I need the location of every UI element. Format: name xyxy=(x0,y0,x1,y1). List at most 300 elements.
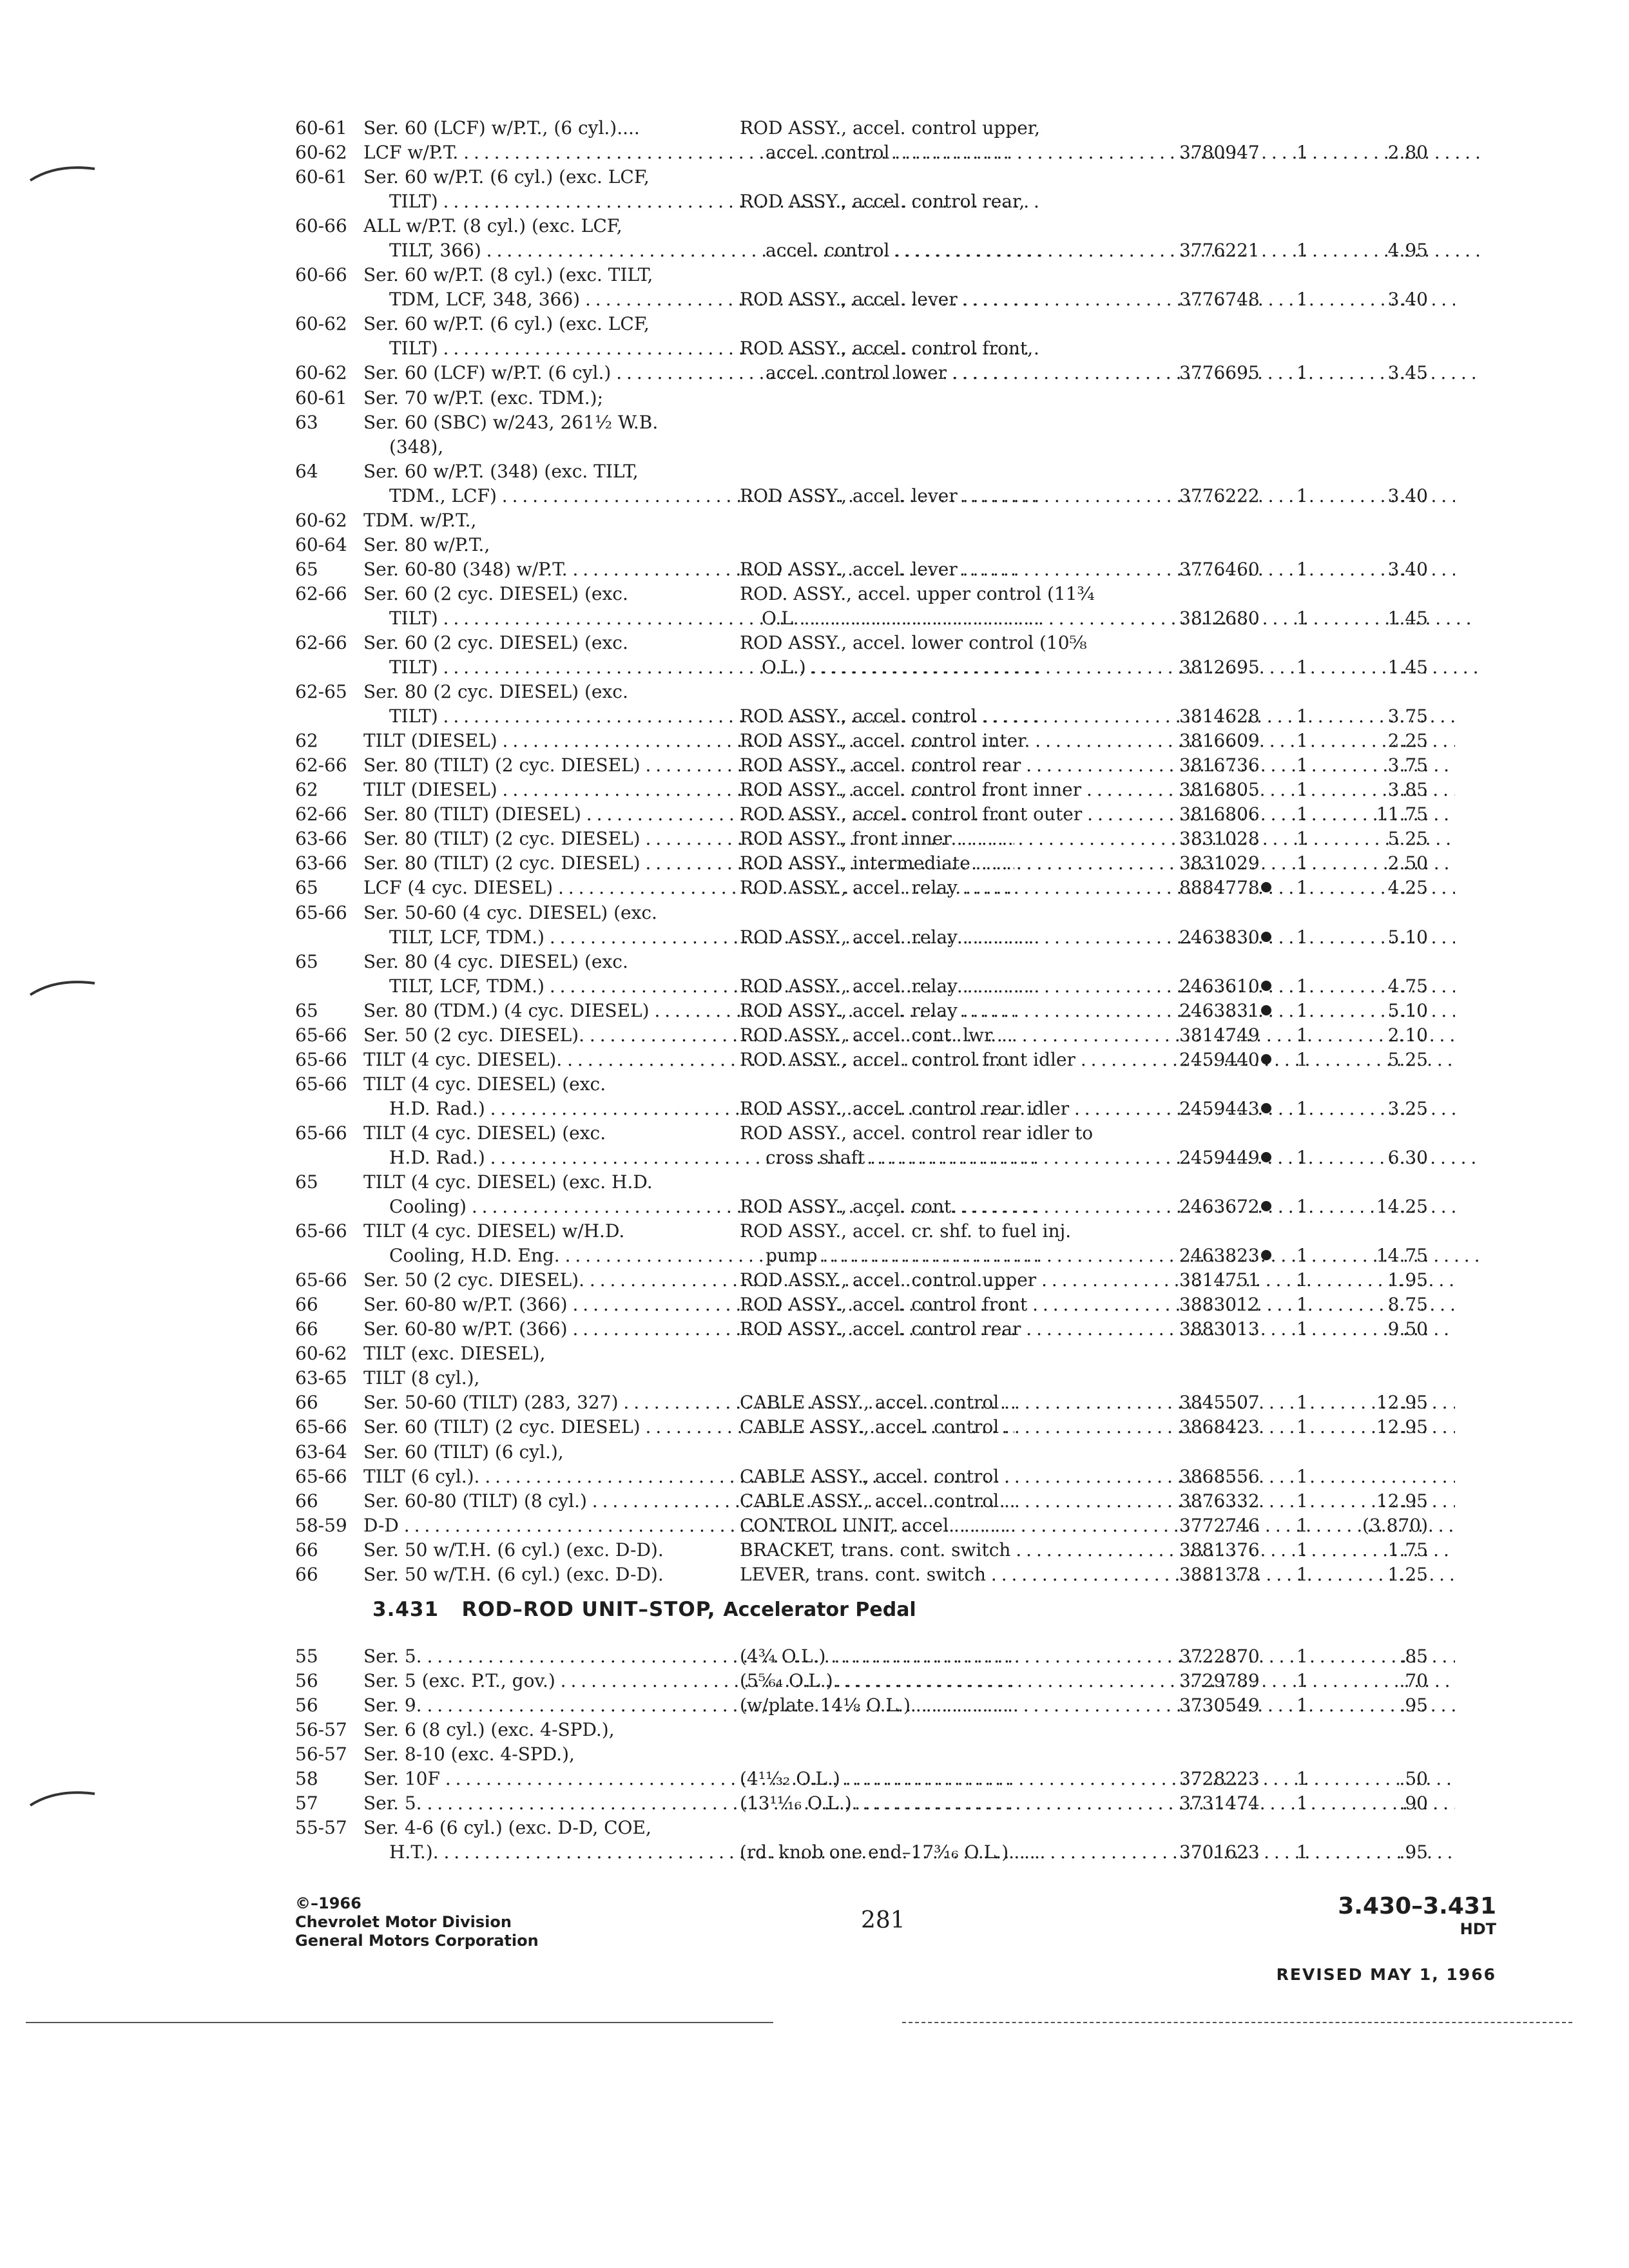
list-price: 1.45 xyxy=(1387,657,1428,678)
list-price: 2.80 xyxy=(1387,142,1428,164)
part-number: 2463830 xyxy=(1179,925,1271,950)
model-year: 63-65 xyxy=(295,1367,347,1389)
table-row xyxy=(295,1048,1481,1072)
part-number: 3883012 xyxy=(1179,1294,1260,1316)
part-description: ROD ASSY., accel. cont. lwr. . . . xyxy=(740,1023,1455,1048)
list-price: 1.75 xyxy=(1387,1539,1428,1561)
list-price: 3.40 xyxy=(1387,289,1428,311)
list-price: 3.40 xyxy=(1387,485,1428,506)
table-row xyxy=(295,1390,1481,1415)
table-row xyxy=(295,1219,1481,1244)
model-description: Cooling, H.D. Eng. . . . xyxy=(363,1244,1040,1268)
model-description: Cooling) . . . xyxy=(363,1195,1040,1219)
model-year: 60-62 xyxy=(295,509,347,531)
part-number: 2459440 xyxy=(1179,1048,1271,1072)
model-description: Ser. 5. . . . xyxy=(363,1791,1014,1816)
model-year: 60-66 xyxy=(295,215,347,237)
part-description: ROD ASSY., accel. cr. shf. to fuel inj. xyxy=(740,1220,1072,1242)
part-description: cross shaft . . . xyxy=(740,1146,1481,1170)
section-title: ROD–ROD UNIT–STOP, xyxy=(461,1598,716,1621)
list-price: 6.30 xyxy=(1387,1146,1428,1168)
table-row xyxy=(295,1514,1481,1538)
new-part-bullet-icon xyxy=(1261,882,1271,892)
part-description: ROD ASSY., accel. lever . . . xyxy=(740,484,1455,508)
model-description: Ser. 60 w/P.T. (348) (exc. TILT, xyxy=(363,460,639,482)
table-row xyxy=(295,974,1481,999)
list-price: 14.25 xyxy=(1376,1196,1428,1218)
model-year: 60-61 xyxy=(295,117,347,139)
part-description: ROD ASSY., accel. lower control (10⅝ xyxy=(740,631,1087,653)
table-row xyxy=(295,1097,1481,1121)
list-price: .95 xyxy=(1399,1695,1428,1716)
model-description: Ser. 60 (2 cyc. DIESEL) (exc. xyxy=(363,582,628,604)
table-row xyxy=(295,753,1481,778)
part-description: ROD ASSY., accel. control rear . . . xyxy=(740,753,1455,778)
part-number: 3816806 xyxy=(1179,803,1260,825)
model-description: TILT (6 cyl.). . . . xyxy=(363,1465,1014,1489)
new-part-bullet-icon xyxy=(1261,1054,1271,1064)
model-description: Ser. 80 w/P.T., xyxy=(363,533,490,555)
list-price: 2.50 xyxy=(1387,852,1428,874)
model-description: TILT, LCF, TDM.) . . . xyxy=(363,925,1040,950)
table-row xyxy=(295,410,1481,435)
part-number: 3729789 xyxy=(1179,1670,1260,1692)
table-row xyxy=(295,802,1481,827)
table-row xyxy=(295,1023,1481,1048)
model-description: TILT) . . . xyxy=(363,655,1040,680)
part-number: 2463823 xyxy=(1179,1244,1271,1268)
model-description: LCF (4 cyc. DIESEL) . . . xyxy=(363,876,1014,900)
part-description: ROD ASSY., accel. relay . . . xyxy=(740,876,1455,900)
list-price: 2.25 xyxy=(1387,730,1428,752)
model-description: Ser. 50 (2 cyc. DIESEL). . . . xyxy=(363,1023,1014,1048)
quantity: 1 xyxy=(1296,852,1308,874)
quantity: 1 xyxy=(1296,142,1308,164)
quantity: 1 xyxy=(1296,1269,1308,1291)
table-row xyxy=(295,851,1481,876)
table-row xyxy=(295,1718,1481,1742)
list-price: 3.40 xyxy=(1387,558,1428,580)
model-year: 66 xyxy=(295,1490,318,1512)
bottom-rule xyxy=(26,2022,773,2023)
division-name: Chevrolet Motor Division xyxy=(295,1913,512,1931)
model-year: 56 xyxy=(295,1670,318,1692)
list-price: 3.75 xyxy=(1387,706,1428,727)
model-description: Ser. 60 (LCF) w/P.T., (6 cyl.).... xyxy=(363,117,640,139)
model-year: 66 xyxy=(295,1294,318,1316)
model-description: Ser. 80 (TILT) (2 cyc. DIESEL) . . . xyxy=(363,753,1014,778)
model-year: 56-57 xyxy=(295,1744,347,1765)
model-description: TILT) . . . xyxy=(363,336,1040,361)
model-description: (348), xyxy=(389,436,444,457)
model-year: 65 xyxy=(295,1171,318,1193)
page-number: 281 xyxy=(861,1907,905,1934)
list-price: .90 xyxy=(1399,1792,1428,1814)
part-description: CABLE ASSY., accel. control . . . xyxy=(740,1465,1455,1489)
model-description: Ser. 60 w/P.T. (6 cyl.) (exc. LCF, xyxy=(363,166,650,188)
list-price: 5.25 xyxy=(1387,828,1428,850)
model-year: 66 xyxy=(295,1563,318,1585)
part-description: ROD ASSY., accel. lever . . . xyxy=(740,557,1455,582)
model-description: H.T.). . . . xyxy=(363,1840,1040,1865)
part-description: ROD ASSY., front inner . . . xyxy=(740,827,1455,851)
model-description: TILT (DIESEL) . . . xyxy=(363,778,1014,802)
table-row xyxy=(295,1644,1481,1669)
model-description: Ser. 60-80 w/P.T. (366) . . . xyxy=(363,1317,1014,1341)
list-price: 4.25 xyxy=(1387,877,1428,899)
quantity: 1 xyxy=(1296,1048,1308,1070)
quantity: 1 xyxy=(1296,1146,1308,1168)
model-year: 60-62 xyxy=(295,1343,347,1365)
quantity: 1 xyxy=(1296,485,1308,506)
model-description: Ser. 80 (TILT) (2 cyc. DIESEL) . . . xyxy=(363,827,1014,851)
part-number: 3730549 xyxy=(1179,1695,1260,1716)
part-number: 3814628 xyxy=(1179,706,1260,727)
part-number: 3728223 xyxy=(1179,1768,1260,1790)
model-year: 58 xyxy=(295,1768,318,1790)
part-number: 2459443 xyxy=(1179,1097,1271,1121)
model-description: TILT (DIESEL) . . . xyxy=(363,729,1014,753)
part-description: O.L.) . . . xyxy=(740,655,1477,680)
table-row xyxy=(295,1816,1481,1840)
table-row xyxy=(295,1669,1481,1693)
part-number: 3780947 xyxy=(1179,142,1260,164)
part-description: (4¾ O.L.) . . . xyxy=(740,1644,1455,1669)
model-year: 60-62 xyxy=(295,142,347,164)
table-row xyxy=(295,1440,1481,1465)
parts-table-3-430 xyxy=(295,116,1481,1587)
model-description: TILT (4 cyc. DIESEL) w/H.D. xyxy=(363,1220,625,1242)
quantity: 1 xyxy=(1296,1245,1308,1267)
model-year: 65 xyxy=(295,950,318,972)
model-description: Ser. 70 w/P.T. (exc. TDM.); xyxy=(363,387,604,408)
new-part-bullet-icon xyxy=(1261,1201,1271,1211)
list-price: 9.50 xyxy=(1387,1318,1428,1340)
model-year: 65-66 xyxy=(295,1048,347,1070)
part-description: ROD ASSY., accel. control front inner . . . xyxy=(740,778,1455,802)
list-price: 3.75 xyxy=(1387,754,1428,776)
table-row xyxy=(295,999,1481,1023)
model-year: 65-66 xyxy=(295,1269,347,1291)
model-year: 65-66 xyxy=(295,1465,347,1487)
part-description: ROD ASSY., accel. control rear, xyxy=(740,191,1025,213)
part-description: accel. control . . . xyxy=(740,238,1481,263)
quantity: 1 xyxy=(1296,1465,1308,1487)
model-description: Ser. 60 (SBC) w/243, 261½ W.B. xyxy=(363,411,659,433)
quantity: 1 xyxy=(1296,706,1308,727)
part-number: 3731474 xyxy=(1179,1792,1260,1814)
part-description: ROD ASSY., accel. control rear idler to xyxy=(740,1122,1094,1144)
table-row xyxy=(295,1415,1481,1439)
quantity: 1 xyxy=(1296,803,1308,825)
model-year: 60-62 xyxy=(295,362,347,384)
list-price: .95 xyxy=(1399,1841,1428,1863)
quantity: 1 xyxy=(1296,1768,1308,1790)
list-price: 1.95 xyxy=(1387,1269,1428,1291)
part-number: 2463672 xyxy=(1179,1195,1271,1219)
part-description: (4¹¹⁄₃₂ O.L.) . . . xyxy=(740,1767,1455,1791)
table-row xyxy=(295,827,1481,851)
model-description: Ser. 50-60 (TILT) (283, 327) . . . xyxy=(363,1390,1014,1415)
list-price: 14.75 xyxy=(1376,1245,1428,1267)
model-description: Ser. 80 (2 cyc. DIESEL) (exc. xyxy=(363,681,628,703)
part-description: ROD ASSY., accel. control upper, xyxy=(740,117,1041,139)
model-year: 65-66 xyxy=(295,1122,347,1144)
quantity: 1 xyxy=(1296,558,1308,580)
table-row xyxy=(295,238,1481,263)
series-code: HDT xyxy=(1460,1920,1496,1938)
model-year: 62-65 xyxy=(295,681,347,703)
table-row xyxy=(295,116,1481,140)
model-year: 65 xyxy=(295,999,318,1021)
table-row xyxy=(295,361,1481,385)
part-description: CABLE ASSY., accel. control . . . xyxy=(740,1489,1455,1514)
quantity: 1 xyxy=(1296,289,1308,311)
part-description: pump . . . xyxy=(740,1244,1481,1268)
quantity: 1 xyxy=(1296,1563,1308,1585)
footer-publisher xyxy=(295,1894,539,1950)
part-description: ROD ASSY., accel. control inter. . . . xyxy=(740,729,1455,753)
quantity: 1 xyxy=(1296,1514,1308,1536)
model-year: 55-57 xyxy=(295,1817,347,1839)
part-number: 3812695 xyxy=(1179,657,1260,678)
quantity: 1 xyxy=(1296,657,1308,678)
list-price: 4.75 xyxy=(1387,975,1428,997)
model-description: Ser. 60 (2 cyc. DIESEL) (exc. xyxy=(363,631,628,653)
list-price: 1.25 xyxy=(1387,1563,1428,1585)
part-number: 3816805 xyxy=(1179,779,1260,801)
model-year: 57 xyxy=(295,1792,318,1814)
model-description: Ser. 80 (4 cyc. DIESEL) (exc. xyxy=(363,950,628,972)
list-price: 1.45 xyxy=(1387,607,1428,629)
table-row xyxy=(295,263,1481,287)
part-description: ROD ASSY., accel. lever . . . xyxy=(740,287,1455,312)
part-number: 3722870 xyxy=(1179,1646,1260,1667)
model-description: Ser. 60 (LCF) w/P.T. (6 cyl.) . . . xyxy=(363,361,1014,385)
quantity: 1 xyxy=(1296,1792,1308,1814)
table-row xyxy=(295,214,1481,238)
part-description: ROD ASSY., accel. control front . . . xyxy=(740,1293,1455,1317)
table-row xyxy=(295,901,1481,925)
quantity: 1 xyxy=(1296,1416,1308,1438)
model-description: Ser. 9. . . . xyxy=(363,1693,1014,1718)
list-price: .85 xyxy=(1399,1646,1428,1667)
table-row xyxy=(295,1244,1481,1268)
model-description: TILT (8 cyl.), xyxy=(363,1367,480,1389)
list-price: 5.10 xyxy=(1387,926,1428,948)
model-year: 63-64 xyxy=(295,1441,347,1463)
part-description: CABLE ASSY., accel. control . . . xyxy=(740,1415,1455,1439)
model-year: 65-66 xyxy=(295,1220,347,1242)
model-year: 63-66 xyxy=(295,828,347,850)
model-description: ALL w/P.T. (8 cyl.) (exc. LCF, xyxy=(363,215,622,237)
new-part-bullet-icon xyxy=(1261,932,1271,942)
margin-mark xyxy=(27,974,104,1000)
model-description: Ser. 60-80 (TILT) (8 cyl.) . . . xyxy=(363,1489,1014,1514)
model-description: TILT (exc. DIESEL), xyxy=(363,1343,546,1365)
table-row xyxy=(295,925,1481,950)
model-year: 58-59 xyxy=(295,1514,347,1536)
table-row xyxy=(295,287,1481,312)
quantity: 1 xyxy=(1296,1196,1308,1218)
part-description: O.L. . . . xyxy=(740,606,1477,631)
model-year: 65 xyxy=(295,558,318,580)
quantity: 1 xyxy=(1296,1695,1308,1716)
table-row xyxy=(295,778,1481,802)
model-description: Ser. 6 (8 cyl.) (exc. 4-SPD.), xyxy=(363,1719,615,1741)
model-year: 62-66 xyxy=(295,631,347,653)
list-price: 5.10 xyxy=(1387,999,1428,1021)
table-row xyxy=(295,140,1481,165)
model-description: TILT, LCF, TDM.) . . . xyxy=(363,974,1040,999)
quantity: 1 xyxy=(1296,779,1308,801)
part-number: 3814751 xyxy=(1179,1269,1260,1291)
table-row xyxy=(295,1293,1481,1317)
part-number: 3881376 xyxy=(1179,1539,1260,1561)
model-description: D-D . . . xyxy=(363,1514,1014,1538)
model-description: Ser. 80 (TDM.) (4 cyc. DIESEL) . . . xyxy=(363,999,1014,1023)
table-row xyxy=(295,1268,1481,1293)
model-year: 65-66 xyxy=(295,1416,347,1438)
model-description: Ser. 80 (TILT) (2 cyc. DIESEL) . . . xyxy=(363,851,1014,876)
model-description: H.D. Rad.) . . . xyxy=(363,1097,1040,1121)
model-description: LCF w/P.T. . . . xyxy=(363,140,1014,165)
quantity: 1 xyxy=(1296,926,1308,948)
part-description: ROD ASSY., accel. relay . . . xyxy=(740,925,1455,950)
new-part-bullet-icon xyxy=(1261,1103,1271,1113)
part-description: ROD ASSY., acçel. cont. . . . xyxy=(740,1195,1455,1219)
margin-mark xyxy=(27,1785,104,1811)
quantity: 1 xyxy=(1296,975,1308,997)
part-description: ROD ASSY., accel. control front idler . . . xyxy=(740,1048,1455,1072)
corporation-name: General Motors Corporation xyxy=(295,1932,539,1950)
table-row xyxy=(295,312,1481,336)
list-price: 3.45 xyxy=(1387,362,1428,384)
model-description: TILT) . . . xyxy=(363,189,1040,214)
part-description: CONTROL UNIT, accel. . . . xyxy=(740,1514,1455,1538)
list-price: 4.95 xyxy=(1387,240,1428,262)
part-description: ROD ASSY., accel. control front, xyxy=(740,338,1034,360)
part-description: ROD. ASSY., accel. upper control (11¾ xyxy=(740,582,1095,604)
quantity: 1 xyxy=(1296,754,1308,776)
model-description: Ser. 50 w/T.H. (6 cyl.) (exc. D-D). xyxy=(363,1563,664,1585)
model-description: H.D. Rad.) . . . xyxy=(363,1146,1040,1170)
bottom-rule xyxy=(902,2022,1572,2023)
model-description: Ser. 8-10 (exc. 4-SPD.), xyxy=(363,1744,575,1765)
table-row xyxy=(295,1489,1481,1514)
table-row xyxy=(295,1146,1481,1170)
list-price: .70 xyxy=(1399,1670,1428,1692)
part-number: 3816609 xyxy=(1179,730,1260,752)
part-number: 3816736 xyxy=(1179,754,1260,776)
part-description: (5⁵⁄₆₄ O.L.). . . . xyxy=(740,1669,1455,1693)
model-description: Ser. 60 w/P.T. (6 cyl.) (exc. LCF, xyxy=(363,313,650,335)
model-description: TILT, 366) . . . xyxy=(363,238,1040,263)
table-row xyxy=(295,1840,1481,1865)
model-year: 60-61 xyxy=(295,387,347,408)
model-year: 66 xyxy=(295,1539,318,1561)
model-year: 65 xyxy=(295,877,318,899)
part-description: ROD ASSY., accel. control . . . xyxy=(740,704,1455,729)
part-number: 3772746 xyxy=(1179,1514,1260,1536)
quantity: 1 xyxy=(1296,362,1308,384)
part-number: 3876332 xyxy=(1179,1490,1260,1512)
model-year: 66 xyxy=(295,1318,318,1340)
revision-date: REVISED MAY 1, 1966 xyxy=(1276,1965,1496,1984)
part-description: BRACKET, trans. cont. switch . . . xyxy=(740,1538,1455,1562)
part-number: 3776748 xyxy=(1179,289,1260,311)
part-number: 3881378 xyxy=(1179,1563,1260,1585)
part-number: 3701623 xyxy=(1179,1841,1260,1863)
table-row xyxy=(295,1072,1481,1097)
table-row xyxy=(295,336,1481,361)
model-description: TDM. w/P.T., xyxy=(363,509,477,531)
list-price: .50 xyxy=(1399,1768,1428,1790)
quantity: 1 xyxy=(1296,1097,1308,1119)
table-row xyxy=(295,582,1481,606)
model-year: 62-66 xyxy=(295,754,347,776)
new-part-bullet-icon xyxy=(1261,1250,1271,1260)
model-year: 63-66 xyxy=(295,852,347,874)
model-description: TILT (4 cyc. DIESEL). . . . xyxy=(363,1048,1014,1072)
quantity: 1 xyxy=(1296,1841,1308,1863)
part-number: 3831029 xyxy=(1179,852,1260,874)
part-number: 3776695 xyxy=(1179,362,1260,384)
table-row xyxy=(295,1693,1481,1718)
new-part-bullet-icon xyxy=(1261,981,1271,991)
quantity: 1 xyxy=(1296,1539,1308,1561)
model-year: 56-57 xyxy=(295,1719,347,1741)
table-row xyxy=(295,655,1481,680)
table-row xyxy=(295,631,1481,655)
model-description: Ser. 10F . . . xyxy=(363,1767,1014,1791)
quantity: 1 xyxy=(1296,1318,1308,1340)
quantity: 1 xyxy=(1296,828,1308,850)
quantity: 1 xyxy=(1296,1646,1308,1667)
table-row xyxy=(295,557,1481,582)
table-row xyxy=(295,606,1481,631)
part-number: 3831028 xyxy=(1179,828,1260,850)
table-row xyxy=(295,1538,1481,1562)
table-row xyxy=(295,533,1481,557)
list-price: (3.870) xyxy=(1362,1514,1428,1536)
model-description: Ser. 60 w/P.T. (8 cyl.) (exc. TILT, xyxy=(363,264,653,286)
list-price: 8.75 xyxy=(1387,1294,1428,1316)
part-description: ROD ASSY., accel. control rear . . . xyxy=(740,1317,1455,1341)
table-row xyxy=(295,484,1481,508)
model-year: 62-66 xyxy=(295,803,347,825)
table-row xyxy=(295,1170,1481,1195)
model-description: TILT (4 cyc. DIESEL) (exc. xyxy=(363,1073,606,1095)
table-row xyxy=(295,1317,1481,1341)
model-year: 60-64 xyxy=(295,533,347,555)
list-price: 5.25 xyxy=(1387,1048,1428,1070)
model-year: 65-66 xyxy=(295,1073,347,1095)
part-number: 3776460 xyxy=(1179,558,1260,580)
model-year: 63 xyxy=(295,411,318,433)
part-description: ROD ASSY., accel. control front outer . . . xyxy=(740,802,1455,827)
model-year: 55 xyxy=(295,1646,318,1667)
model-description: Ser. 50 (2 cyc. DIESEL). . . . xyxy=(363,1268,1014,1293)
part-number: 3776222 xyxy=(1179,485,1260,506)
table-row xyxy=(295,950,1481,974)
table-row xyxy=(295,1767,1481,1791)
model-description: TILT) . . . xyxy=(363,704,1040,729)
model-year: 56 xyxy=(295,1695,318,1716)
table-row xyxy=(295,1195,1481,1219)
model-description: Ser. 60-80 (348) w/P.T. . . . xyxy=(363,557,1014,582)
table-row xyxy=(295,1341,1481,1366)
